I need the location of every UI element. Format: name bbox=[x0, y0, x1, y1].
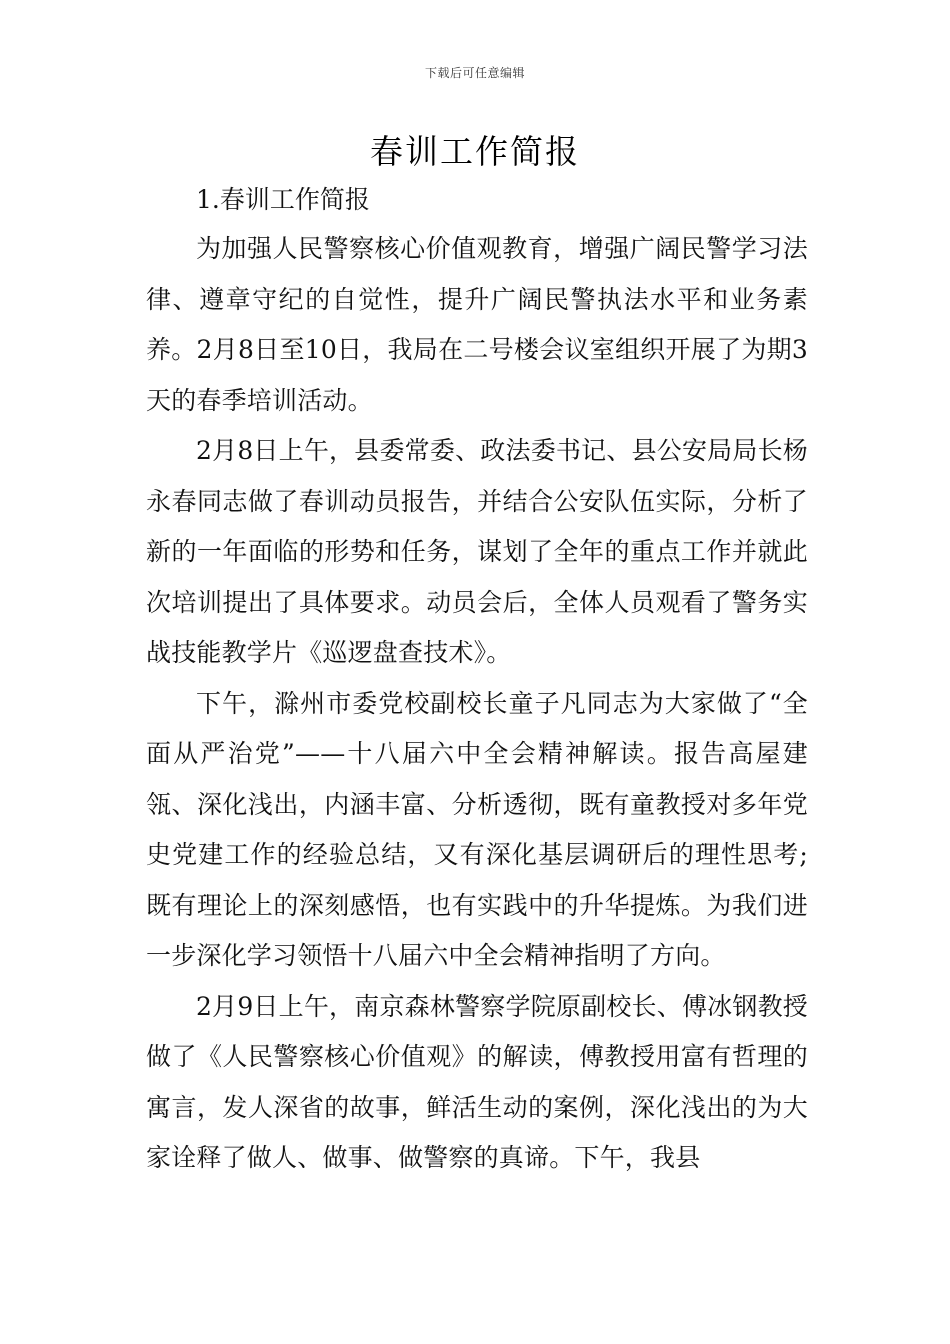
paragraph-intro: 为加强人民警察核心价值观教育，增强广阔民警学习法律、遵章守纪的自觉性，提升广阔民警执法水平和业务素养。2月8日至10日，我局在二号楼会议室组织开展了为期3天的春季培训活动。 bbox=[146, 234, 808, 415]
document-subheading: 1.春训工作简报 bbox=[196, 185, 370, 214]
document-title: 春训工作简报 bbox=[370, 132, 580, 171]
paragraph-feb8-afternoon: 下午，滁州市委党校副校长童子凡同志为大家做了“全面从严治党”——十八届六中全会精神解读。报告高屋建瓴、深化浅出，内涵丰富、分析透彻，既有童教授对多年党史党建工作的经验总结，又有深化基层调研后的理性思考;既有理论上的深刻感悟，也有实践中的升华提炼。为我们进一步深化学习领悟十八届六中全会精神指明了方向。 bbox=[146, 688, 808, 970]
document-body bbox=[146, 224, 808, 1184]
page-header-note: 下载后可任意编辑 bbox=[424, 66, 525, 80]
paragraph-feb8-morning: 2月8日上午，县委常委、政法委书记、县公安局局长杨永春同志做了春训动员报告，并结合公安队伍实际，分析了新的一年面临的形势和任务，谋划了全年的重点工作并就此次培训提出了具体要求。动员会后，全体人员观看了警务实战技能教学片《巡逻盘查技术》。 bbox=[146, 436, 808, 667]
paragraph-feb9: 2月9日上午，南京森林警察学院原副校长、傅冰钢教授做了《人民警察核心价值观》的解读，傅教授用富有哲理的寓言，发人深省的故事，鲜活生动的案例，深化浅出的为大家诠释了做人、做事、做警察的真谛。下午，我县 bbox=[146, 991, 808, 1172]
